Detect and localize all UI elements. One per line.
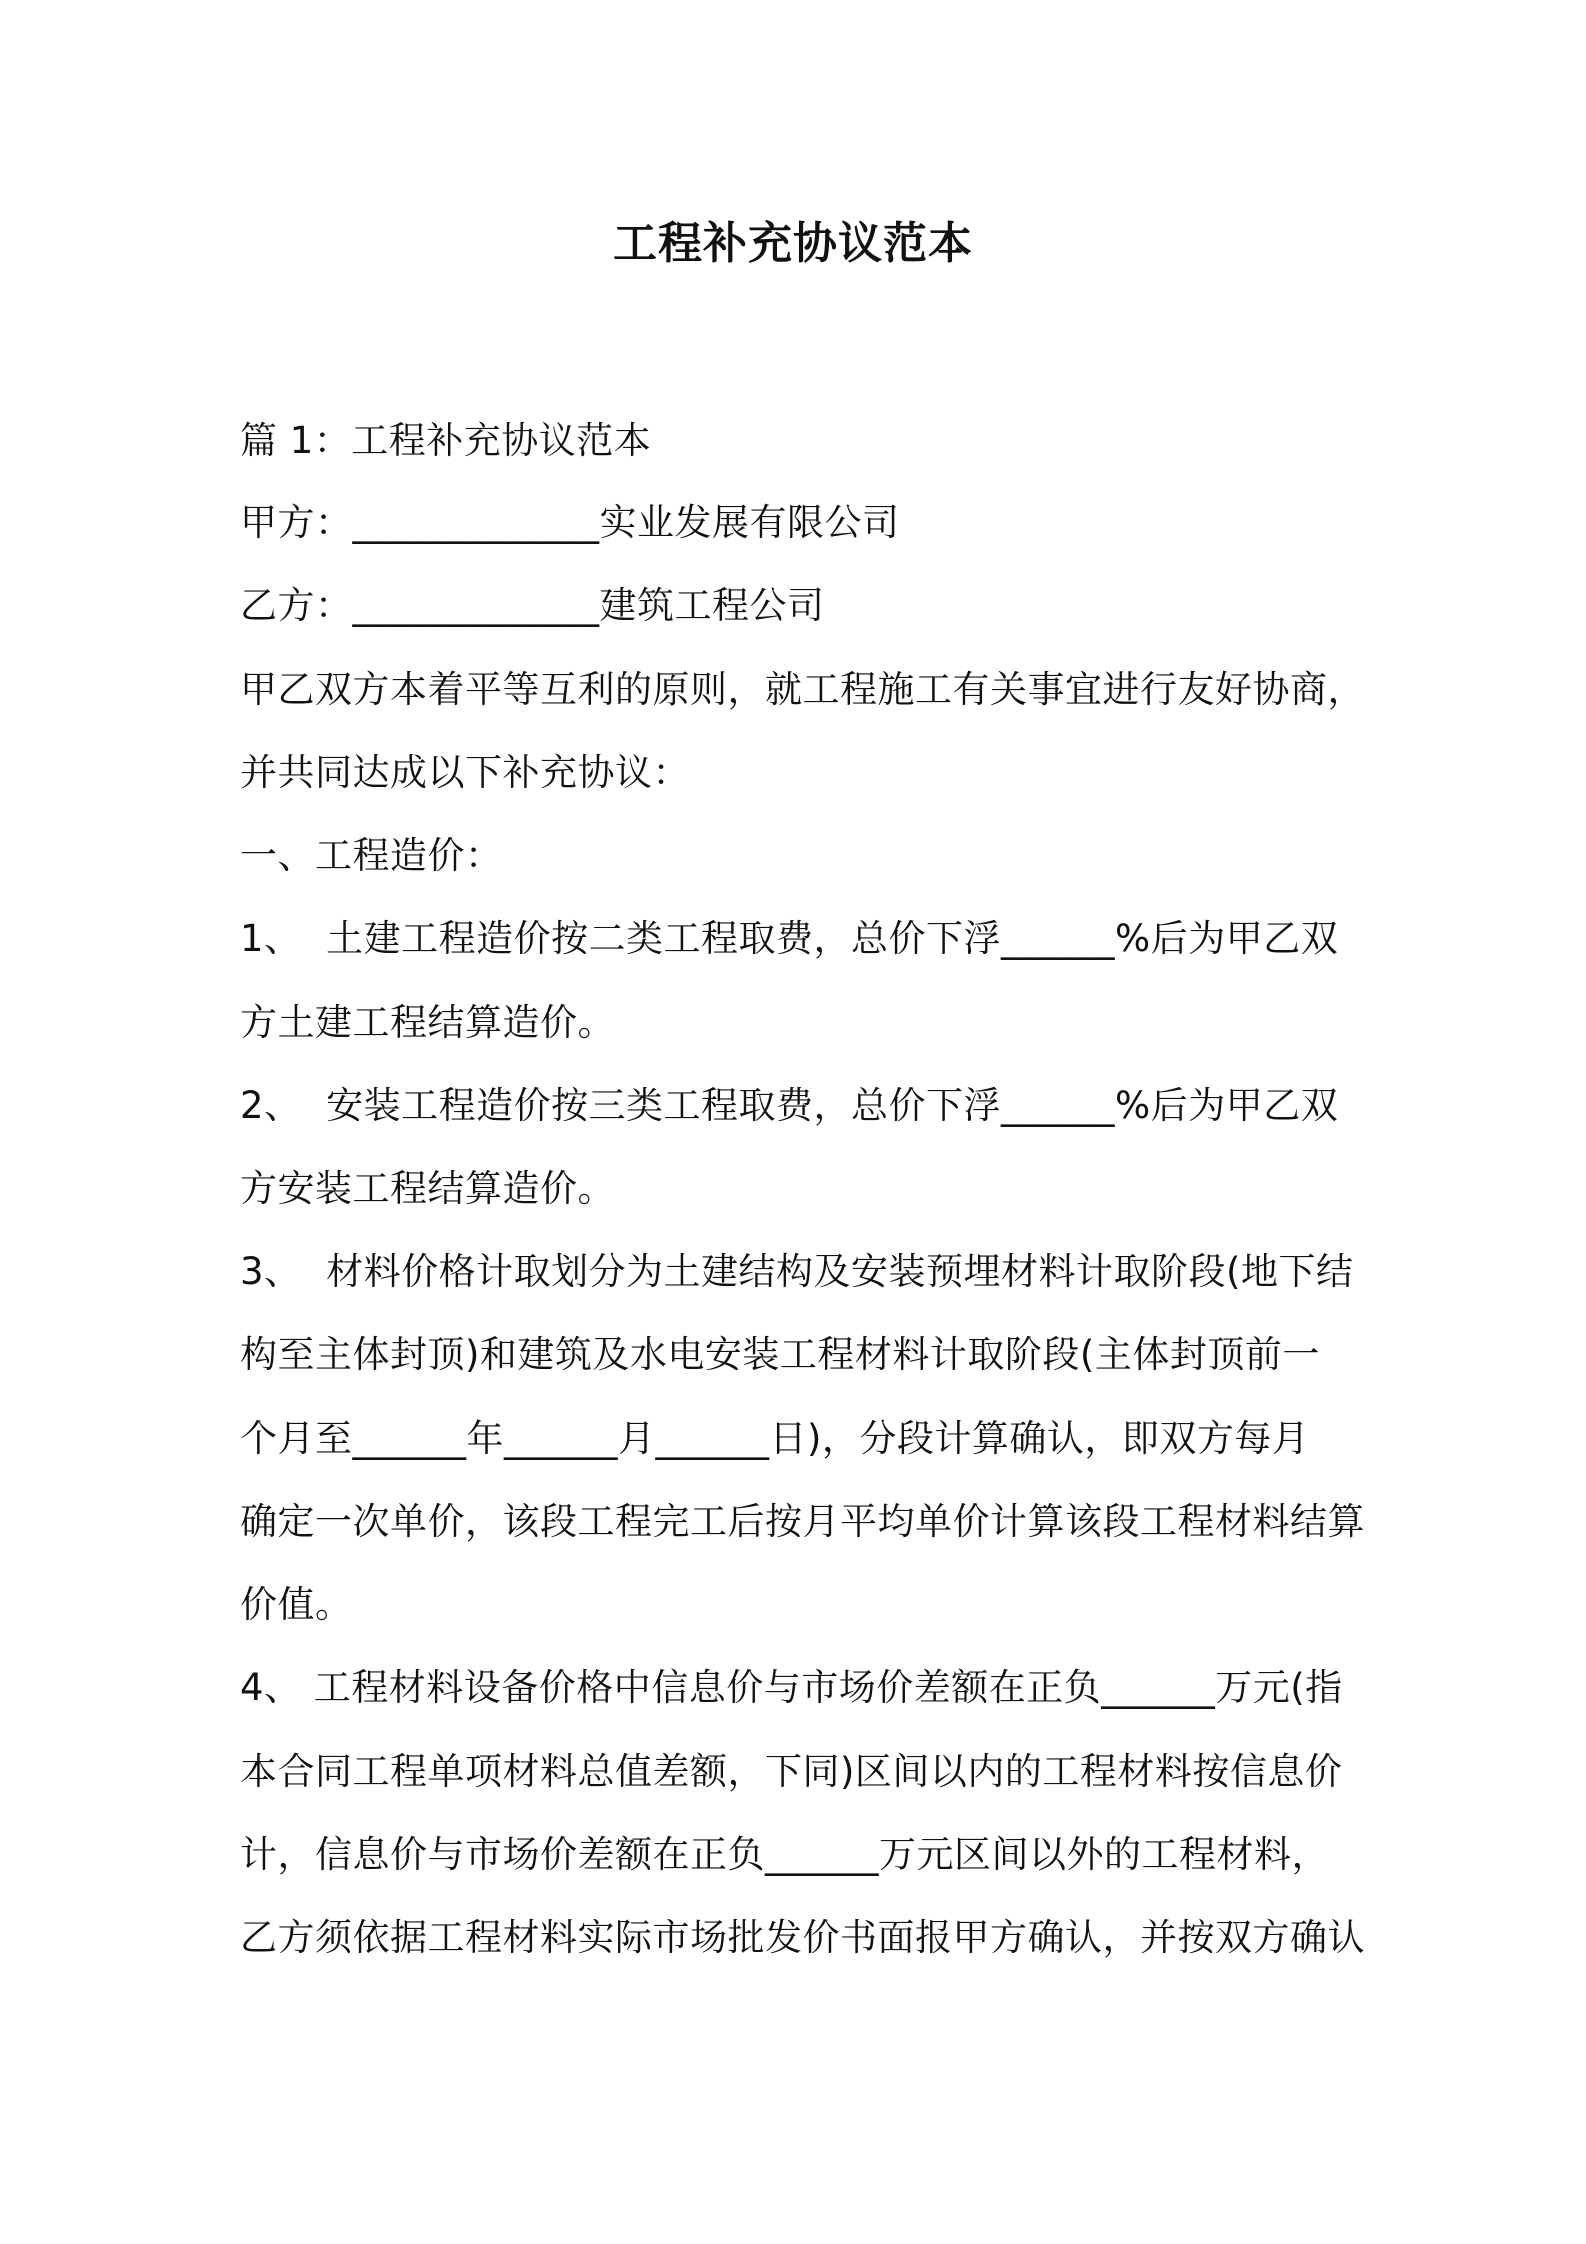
document-title: 工程补充协议范本 (613, 218, 973, 269)
clause-line: 个月至______年______月______日)，分段计算确认，即双方每月 (240, 1417, 1310, 1460)
clause-line: 1、 土建工程造价按二类工程取费，总价下浮______%后为甲乙双 (240, 917, 1339, 960)
preamble-line: 并共同达成以下补充协议： (240, 751, 690, 794)
clause-heading: 一、工程造价： (240, 834, 503, 877)
clause-line: 本合同工程单项材料总值差额，下同)区间以内的工程材料按信息价 (240, 1750, 1343, 1793)
clause-line: 4、 工程材料设备价格中信息价与市场价差额在正负______万元(指 (240, 1666, 1343, 1709)
clause-line: 乙方须依据工程材料实际市场批发价书面报甲方确认，并按双方确认 (240, 1916, 1365, 1959)
preamble-line: 甲乙双方本着平等互利的原则，就工程施工有关事宜进行友好协商， (240, 668, 1365, 711)
party-b-line: 乙方：_____________建筑工程公司 (240, 584, 825, 627)
clause-line: 2、 安装工程造价按三类工程取费，总价下浮______%后为甲乙双 (240, 1084, 1339, 1127)
clause-line: 价值。 (240, 1583, 353, 1626)
clause-line: 计，信息价与市场价差额在正负______万元区间以外的工程材料， (240, 1833, 1329, 1876)
section-heading: 篇 1：工程补充协议范本 (240, 419, 652, 462)
clause-line: 方土建工程结算造价。 (240, 1001, 615, 1044)
clause-line: 方安装工程结算造价。 (240, 1167, 615, 1210)
clause-line: 构至主体封顶)和建筑及水电安装工程材料计取阶段(主体封顶前一 (240, 1333, 1320, 1376)
clause-line: 3、 材料价格计取划分为土建结构及安装预埋材料计取阶段(地下结 (240, 1250, 1354, 1293)
clause-line: 确定一次单价，该段工程完工后按月平均单价计算该段工程材料结算 (240, 1500, 1365, 1543)
party-a-line: 甲方：_____________实业发展有限公司 (240, 501, 900, 544)
